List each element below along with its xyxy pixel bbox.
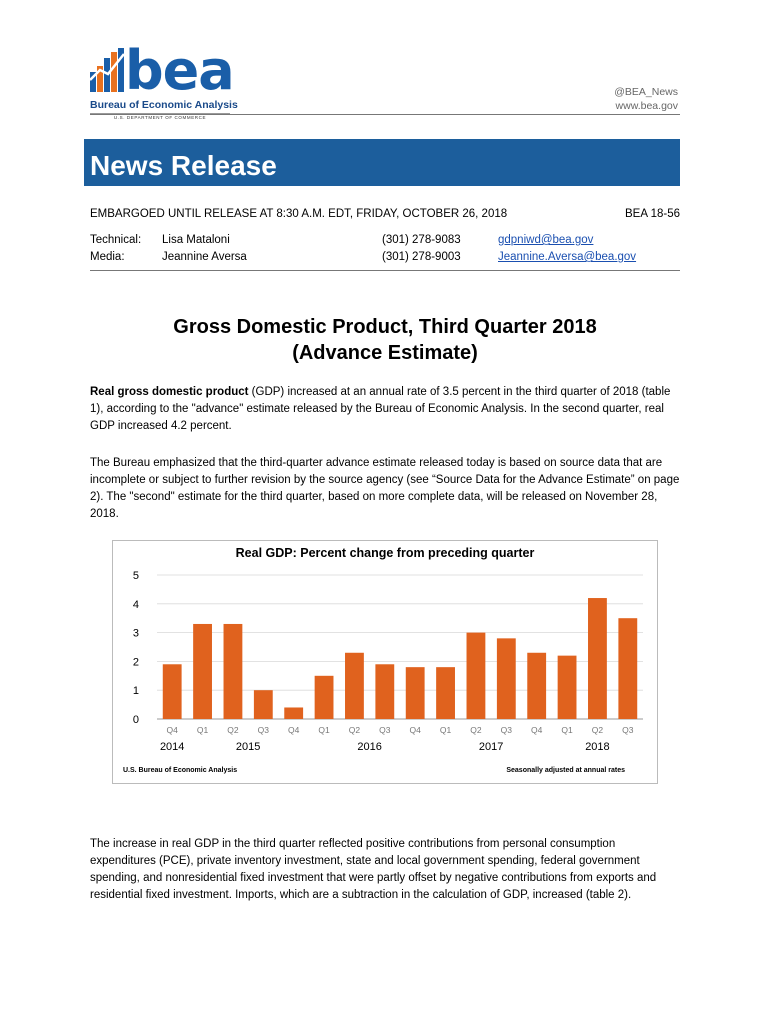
year-label: 2018 bbox=[585, 741, 610, 753]
bar bbox=[284, 707, 303, 719]
contact-role: Technical: bbox=[90, 234, 142, 246]
x-tick-label: Q4 bbox=[409, 725, 421, 735]
title-line-2: (Advance Estimate) bbox=[292, 342, 478, 364]
document-title bbox=[90, 314, 680, 366]
bar bbox=[406, 667, 425, 719]
bar bbox=[193, 624, 212, 719]
bar bbox=[224, 624, 243, 719]
x-tick-label: Q2 bbox=[591, 725, 604, 735]
x-tick-label: Q3 bbox=[379, 725, 391, 735]
x-tick-label: Q1 bbox=[318, 725, 330, 735]
bar bbox=[375, 664, 394, 719]
bar bbox=[618, 618, 637, 719]
header-contact bbox=[614, 85, 678, 113]
paragraph-text: (GDP) increased at an annual rate of 3.5 percent in the third quarter of 2018 (table 1), according to the "advance" estimate released by the Bureau of Economic Analysis. In the second quarter, real GDP increased 4.2 percent. bbox=[90, 386, 671, 432]
contact-row bbox=[90, 234, 680, 251]
y-tick-label: 4 bbox=[132, 598, 139, 611]
logo-wordmark: bea bbox=[125, 39, 234, 102]
contact-phone: (301) 278-9003 bbox=[382, 251, 461, 263]
bar bbox=[497, 638, 516, 719]
bar bbox=[436, 667, 455, 719]
x-tick-label: Q2 bbox=[227, 725, 239, 735]
gdp-bar-chart bbox=[112, 540, 658, 784]
bar bbox=[315, 676, 334, 719]
paragraph-gdp-summary bbox=[90, 384, 680, 435]
x-tick-label: Q4 bbox=[288, 725, 300, 735]
paragraph-bold-lead: Real gross domestic product bbox=[90, 386, 249, 398]
year-label: 2014 bbox=[159, 741, 185, 753]
paragraph-contributions: The increase in real GDP in the third quarter reflected positive contributions from personal consumption expenditures (PCE), private inventory investment, state and local government spending, federal government spending, and nonresidential fixed investment that were partly offset by negative contributions from exports and residential fixed investment. Imports, which are a subtraction in the calculation of GDP, increased (table 2). bbox=[90, 838, 657, 901]
chart-adjustment-note: Seasonally adjusted at annual rates bbox=[506, 767, 625, 774]
bar bbox=[163, 664, 182, 719]
paragraph-source-data: The Bureau emphasized that the third-quarter advance estimate released today is based on source data that are incomplete or subject to further revision by the source agency (see “Source Data for the Advance Estimate” on page 2). The "second" estimate for the third quarter, based on more complete data, will be released on November 28, 2018. bbox=[90, 457, 680, 520]
banner-title: News Release bbox=[90, 150, 277, 181]
contact-row bbox=[90, 251, 680, 268]
contact-email-link[interactable]: Jeannine.Aversa@bea.gov bbox=[498, 251, 637, 263]
x-tick-label: Q2 bbox=[470, 725, 482, 735]
embargo-line bbox=[90, 208, 680, 220]
contact-name: Lisa Mataloni bbox=[162, 234, 230, 246]
x-tick-label: Q4 bbox=[531, 725, 543, 735]
x-tick-label: Q1 bbox=[561, 725, 573, 735]
contact-name: Jeannine Aversa bbox=[162, 251, 247, 263]
year-label: 2015 bbox=[235, 741, 261, 753]
x-tick-label: Q2 bbox=[348, 725, 361, 735]
chart-title: Real GDP: Percent change from preceding quarter bbox=[235, 546, 535, 560]
year-label: 2016 bbox=[357, 741, 382, 753]
contacts-table bbox=[90, 234, 680, 271]
bar bbox=[345, 653, 364, 719]
release-number: BEA 18-56 bbox=[625, 208, 680, 220]
logo-subtitle: Bureau of Economic Analysis bbox=[90, 99, 238, 111]
website-link[interactable]: www.bea.gov bbox=[615, 100, 678, 112]
y-tick-label: 1 bbox=[132, 685, 139, 698]
y-tick-label: 0 bbox=[132, 714, 139, 726]
x-tick-label: Q4 bbox=[166, 725, 178, 735]
bar bbox=[527, 653, 546, 719]
twitter-handle[interactable]: @BEA_News bbox=[614, 86, 678, 98]
y-tick-label: 3 bbox=[132, 627, 139, 640]
embargo-text: EMBARGOED UNTIL RELEASE AT 8:30 A.M. EDT, FRIDAY, OCTOBER 26, 2018 bbox=[90, 208, 508, 220]
x-tick-label: Q3 bbox=[622, 725, 634, 735]
year-label: 2017 bbox=[478, 741, 504, 753]
x-tick-label: Q3 bbox=[500, 725, 512, 735]
bar bbox=[588, 598, 607, 719]
bar bbox=[254, 690, 273, 719]
bar bbox=[558, 656, 577, 719]
x-tick-label: Q3 bbox=[257, 725, 269, 735]
header-divider bbox=[90, 114, 680, 115]
contact-email-link[interactable]: gdpniwd@bea.gov bbox=[498, 234, 594, 246]
logo-department: U.S. DEPARTMENT OF COMMERCE bbox=[90, 113, 230, 120]
x-tick-label: Q1 bbox=[196, 725, 209, 735]
bea-logo bbox=[90, 39, 240, 120]
contact-role: Media: bbox=[90, 251, 125, 263]
title-line-1: Gross Domestic Product, Third Quarter 2018 bbox=[173, 316, 597, 338]
y-tick-label: 2 bbox=[132, 656, 139, 669]
news-release-banner bbox=[84, 139, 680, 186]
contact-phone: (301) 278-9083 bbox=[382, 234, 461, 246]
y-tick-label: 5 bbox=[132, 570, 139, 582]
x-tick-label: Q1 bbox=[439, 725, 452, 735]
chart-plot bbox=[113, 541, 657, 783]
chart-source-note: U.S. Bureau of Economic Analysis bbox=[123, 767, 238, 774]
bar bbox=[467, 633, 486, 719]
bea-logo-mark-icon bbox=[90, 44, 126, 96]
